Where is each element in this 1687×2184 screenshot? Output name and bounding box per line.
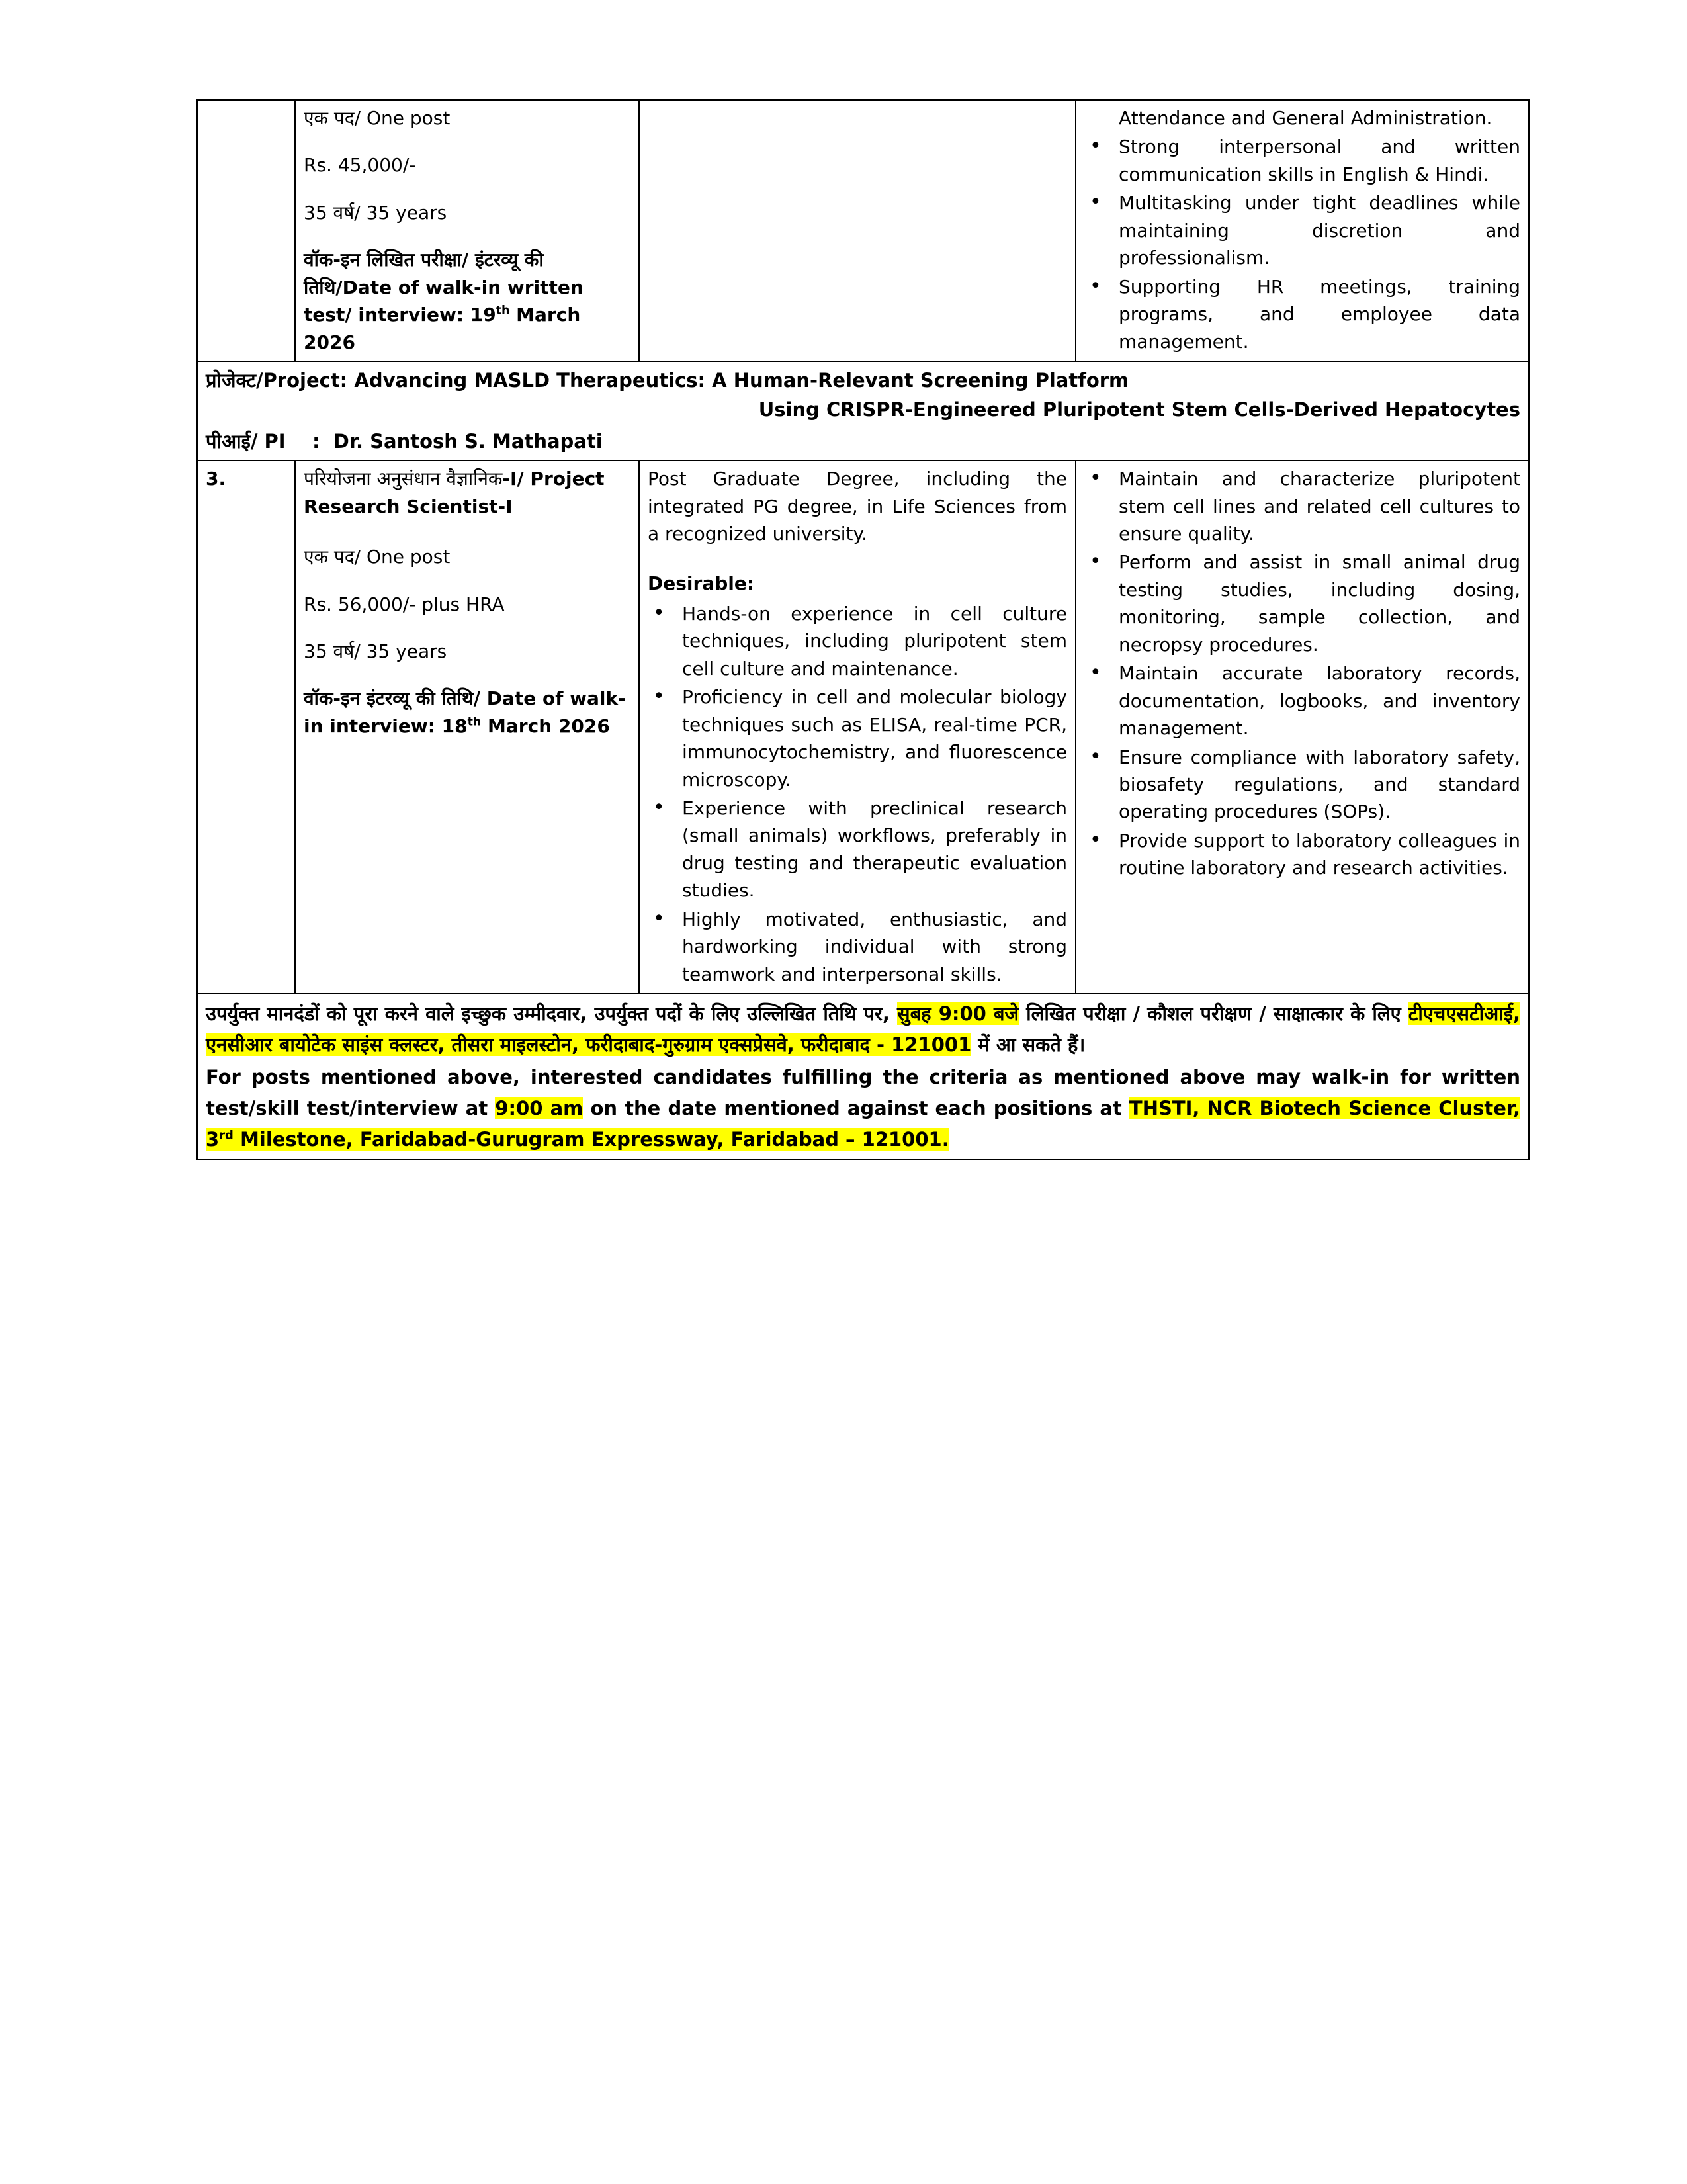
walkin-date-label-en: / Date of walk-in interview: 18 xyxy=(304,687,626,737)
list-item: • Hands-on experience in cell culture techniques, including pluripotent stem cell culture and maintenance. xyxy=(648,600,1067,682)
list-item: • Maintain and characterize pluripotent stem cell lines and related cell cultures to ensure quality. xyxy=(1084,465,1520,547)
qualification-desirable-heading: Desirable: xyxy=(648,572,755,595)
post-designation-en: -I/ Project Research Scientist-I xyxy=(304,468,605,518)
walkin-date-tail: March 2026 xyxy=(481,715,610,737)
list-item: • Strong interpersonal and written communication skills in English & Hindi. xyxy=(1084,133,1520,188)
list-item: • Proficiency in cell and molecular biology techniques such as ELISA, real-time PCR, immunocytochemistry, and fluorescence microscopy. xyxy=(648,683,1067,793)
footer-en-address-pre: THSTI, NCR Biotech Science Cluster, 3 xyxy=(206,1096,1520,1151)
list-item: • Supporting HR meetings, training programs, and employee data management. xyxy=(1084,273,1520,355)
walkin-date-label-en: /Date of walk-in written test/ interview: 19 xyxy=(304,276,584,326)
walkin-date-ordinal: th xyxy=(467,715,482,729)
footer-en-address-post: Milestone, Faridabad-Gurugram Expressway, Faridabad – 121001. xyxy=(233,1127,949,1151)
walkin-date-label-hi: वॉक-इन इंटरव्यू की तिथि xyxy=(304,687,474,710)
post-designation-hi: परियोजना अनुसंधान वैज्ञानिक xyxy=(304,468,503,490)
row-post-details xyxy=(295,100,639,361)
footer-note-english xyxy=(206,1062,1520,1155)
post-salary: Rs. 56,000/- plus HRA xyxy=(304,593,505,615)
list-item: • Experience with preclinical research (small animals) workflows, preferably in drug testing and therapeutic evaluation studies. xyxy=(648,795,1067,904)
walkin-date-ordinal: th xyxy=(496,304,510,318)
row-qualification xyxy=(639,460,1076,994)
recruitment-table xyxy=(196,99,1530,1160)
list-item: • Maintain accurate laboratory records, documentation, logbooks, and inventory management. xyxy=(1084,660,1520,742)
post-walkin-date xyxy=(304,246,630,356)
post-count: एक पद/ One post xyxy=(304,107,451,129)
footer-en-highlight-time: 9:00 am xyxy=(495,1096,584,1119)
footer-hi-highlight-time: सुबह 9:00 बजे xyxy=(897,1002,1019,1026)
list-item: • Multitasking under tight deadlines while maintaining discretion and professionalism. xyxy=(1084,189,1520,271)
footer-hi-part1: उपर्युक्त मानदंडों को पूरा करने वाले इच्छुक उम्मीदवार, उपर्युक्त पदों के लिए उल्लिखित तिथि पर, xyxy=(206,1002,898,1026)
footer-en-part2: on the date mentioned against each positions at xyxy=(583,1096,1129,1119)
post-designation xyxy=(304,465,630,521)
row-responsibilities xyxy=(1076,100,1529,361)
footer-hi-highlight-address: टीएचएसटीआई, एनसीआर बायोटेक साइंस क्लस्टर, तीसरा माइलस्टोन, फरीदाबाद-गुरुग्राम एक्सप्रेसवे, फरीदाबाद - 121001 xyxy=(206,1002,1520,1057)
table-row-3 xyxy=(197,460,1529,994)
footer-en-address-ordinal: rd xyxy=(219,1128,234,1143)
walkin-date-label-hi: वॉक-इन लिखित परीक्षा/ इंटरव्यू की तिथि xyxy=(304,249,544,298)
footer-en-part1: For posts mentioned above, interested candidates fulfilling the criteria as mentioned above may walk-in for written test/skill test/interview at xyxy=(206,1065,1520,1119)
responsibility-list xyxy=(1084,105,1520,355)
footer-hi-part2: लिखित परीक्षा / कौशल परीक्षण / साक्षात्कार के लिए xyxy=(1019,1002,1408,1026)
project-title-line-2: Using CRISPR-Engineered Pluripotent Stem Cells-Derived Hepatocytes xyxy=(758,398,1520,421)
post-age-limit: 35 वर्ष/ 35 years xyxy=(304,201,447,224)
walkin-date-tail: March 2026 xyxy=(304,304,581,353)
post-salary: Rs. 45,000/- xyxy=(304,154,416,177)
list-item: • Provide support to laboratory colleagues in routine laboratory and research activities. xyxy=(1084,827,1520,882)
project-banner-row xyxy=(197,361,1529,460)
project-label: प्रोजेक्ट/Project: xyxy=(206,369,348,392)
responsibility-list xyxy=(1084,465,1520,882)
pi-line xyxy=(206,427,1520,456)
pi-label: पीआई/ PI xyxy=(206,430,286,453)
row-serial-number: 3. xyxy=(197,460,295,994)
qualification-desirable-list xyxy=(648,600,1067,988)
project-title-text: Advancing MASLD Therapeutics: A Human-Relevant Screening Platform xyxy=(347,369,1129,392)
project-banner-cell xyxy=(197,361,1529,460)
table-row-continued xyxy=(197,100,1529,361)
row-qualification xyxy=(639,100,1076,361)
list-item: • Ensure compliance with laboratory safety, biosafety regulations, and standard operating procedures (SOPs). xyxy=(1084,744,1520,826)
post-count: एक पद/ One post xyxy=(304,546,451,568)
list-item: • Highly motivated, enthusiastic, and hardworking individual with strong teamwork and interpersonal skills. xyxy=(648,906,1067,988)
footer-hi-part3: में आ सकते हैं। xyxy=(971,1033,1086,1057)
qualification-essential: Post Graduate Degree, including the integrated PG degree, in Life Sciences from a recognized university. xyxy=(648,468,1067,545)
pi-name: Dr. Santosh S. Mathapati xyxy=(333,430,603,453)
row-post-details xyxy=(295,460,639,994)
row-serial-number xyxy=(197,100,295,361)
footer-note-cell xyxy=(197,994,1529,1160)
post-age-limit: 35 वर्ष/ 35 years xyxy=(304,640,447,663)
post-walkin-date xyxy=(304,685,630,740)
pi-separator: : xyxy=(285,430,333,453)
footer-note-row xyxy=(197,994,1529,1160)
footer-note-hindi xyxy=(206,998,1520,1061)
list-item: • Perform and assist in small animal drug testing studies, including dosing, monitoring, sample collection, and necropsy procedures. xyxy=(1084,548,1520,658)
project-title-line-1 xyxy=(206,366,1520,395)
row-responsibilities xyxy=(1076,460,1529,994)
list-item: Attendance and General Administration. xyxy=(1119,107,1492,129)
